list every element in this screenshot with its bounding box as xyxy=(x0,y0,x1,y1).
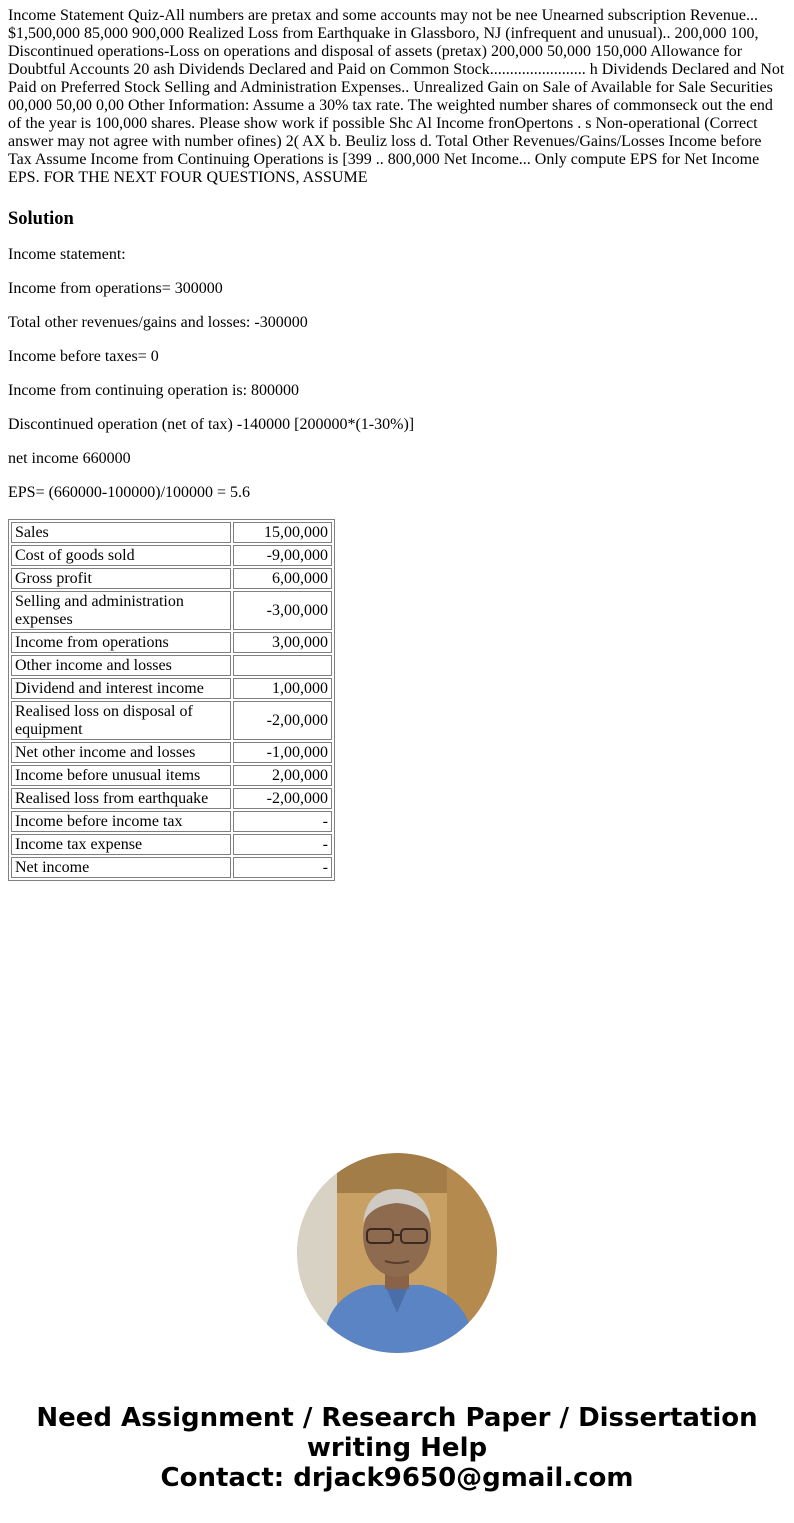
solution-heading: Solution xyxy=(8,209,74,229)
row-value: -9,00,000 xyxy=(233,545,332,566)
promo-line: writing Help xyxy=(306,1433,488,1463)
row-label: Net income xyxy=(11,857,231,878)
row-label: Income before unusual items xyxy=(11,765,231,786)
solution-line-before-tax: Income before taxes= 0 xyxy=(8,348,159,365)
question-text: Income Statement Quiz-All numbers are pretax and some accounts may not be nee Unearned subscription Revenue... $1,500,000 85,000 900,000 Realized Loss from Earthquake in Glassboro, NJ (infrequent and unusual).. 200,000 100, Discontinued operations-Loss on operations and disposal of assets (pretax) 200,000 50,000 150,000 Allowance for Doubtful Accounts 20 ash Dividends Declared and Paid on Common Stock........................ h Dividends Declared and Not Paid on Preferred Stock Selling and Administration Expenses.. Unrealized Gain on Sale of Available for Sale Securities 00,000 50,00 0,00 Other Information: Assume a 30% tax rate. The weighted number shares of commonseck out the end of the year is 100,000 shares. Please show work if possible Shc Al Income fronOpertons . s Non-operational (Correct answer may not agree with number ofines) 2( AX b. Beuliz loss d. Total Other Revenues/Gains/Losses Income before Tax Assume Income from Continuing Operations is [399 .. 800,000 Net Income... Only compute EPS for Net Income EPS. FOR THE NEXT FOUR QUESTIONS, ASSUME xyxy=(8,7,785,186)
row-value: 3,00,000 xyxy=(233,632,332,653)
solution-line-net-income: net income 660000 xyxy=(8,450,131,467)
row-label: Income before income tax xyxy=(11,811,231,832)
table-row xyxy=(11,857,332,878)
document-body xyxy=(8,7,788,518)
row-value: -2,00,000 xyxy=(233,788,332,809)
row-value: -3,00,000 xyxy=(233,591,332,630)
row-value: 15,00,000 xyxy=(233,522,332,543)
row-label: Income from operations xyxy=(11,632,231,653)
avatar xyxy=(297,1153,497,1353)
row-value: - xyxy=(233,811,332,832)
row-label: Income tax expense xyxy=(11,834,231,855)
row-label: Dividend and interest income xyxy=(11,678,231,699)
promo-line: Need Assignment / Research Paper / Dissertation xyxy=(36,1403,758,1433)
table-row xyxy=(11,522,332,543)
promo-banner xyxy=(0,1403,794,1493)
table-row xyxy=(11,568,332,589)
row-value: 1,00,000 xyxy=(233,678,332,699)
row-label: Other income and losses xyxy=(11,655,231,676)
row-label: Net other income and losses xyxy=(11,742,231,763)
table-row xyxy=(11,811,332,832)
table-row xyxy=(11,632,332,653)
table-row xyxy=(11,834,332,855)
table-row xyxy=(11,701,332,740)
row-value: - xyxy=(233,857,332,878)
promo-contact: Contact: drjack9650@gmail.com xyxy=(160,1463,634,1493)
table-row xyxy=(11,545,332,566)
table-row xyxy=(11,765,332,786)
row-value xyxy=(233,655,332,676)
row-label: Selling and administration expenses xyxy=(11,591,231,630)
row-label: Realised loss from earthquake xyxy=(11,788,231,809)
solution-line-operations: Income from operations= 300000 xyxy=(8,280,223,297)
solution-lines xyxy=(8,246,788,518)
solution-line-intro: Income statement: xyxy=(8,246,126,263)
row-value: -2,00,000 xyxy=(233,701,332,740)
table-row xyxy=(11,655,332,676)
table-row xyxy=(11,678,332,699)
row-value: 2,00,000 xyxy=(233,765,332,786)
income-statement-table xyxy=(8,519,335,881)
solution-line-continuing: Income from continuing operation is: 800000 xyxy=(8,382,300,399)
table-row xyxy=(11,591,332,630)
row-label: Sales xyxy=(11,522,231,543)
row-label: Realised loss on disposal of equipment xyxy=(11,701,231,740)
row-value: -1,00,000 xyxy=(233,742,332,763)
person-photo-icon xyxy=(297,1153,497,1353)
table-row xyxy=(11,742,332,763)
table-row xyxy=(11,788,332,809)
solution-line-eps: EPS= (660000-100000)/100000 = 5.6 xyxy=(8,484,251,501)
row-value: - xyxy=(233,834,332,855)
row-value: 6,00,000 xyxy=(233,568,332,589)
row-label: Cost of goods sold xyxy=(11,545,231,566)
solution-line-other: Total other revenues/gains and losses: -300000 xyxy=(8,314,308,331)
row-label: Gross profit xyxy=(11,568,231,589)
solution-line-discontinued: Discontinued operation (net of tax) -140000 [200000*(1-30%)] xyxy=(8,416,415,433)
